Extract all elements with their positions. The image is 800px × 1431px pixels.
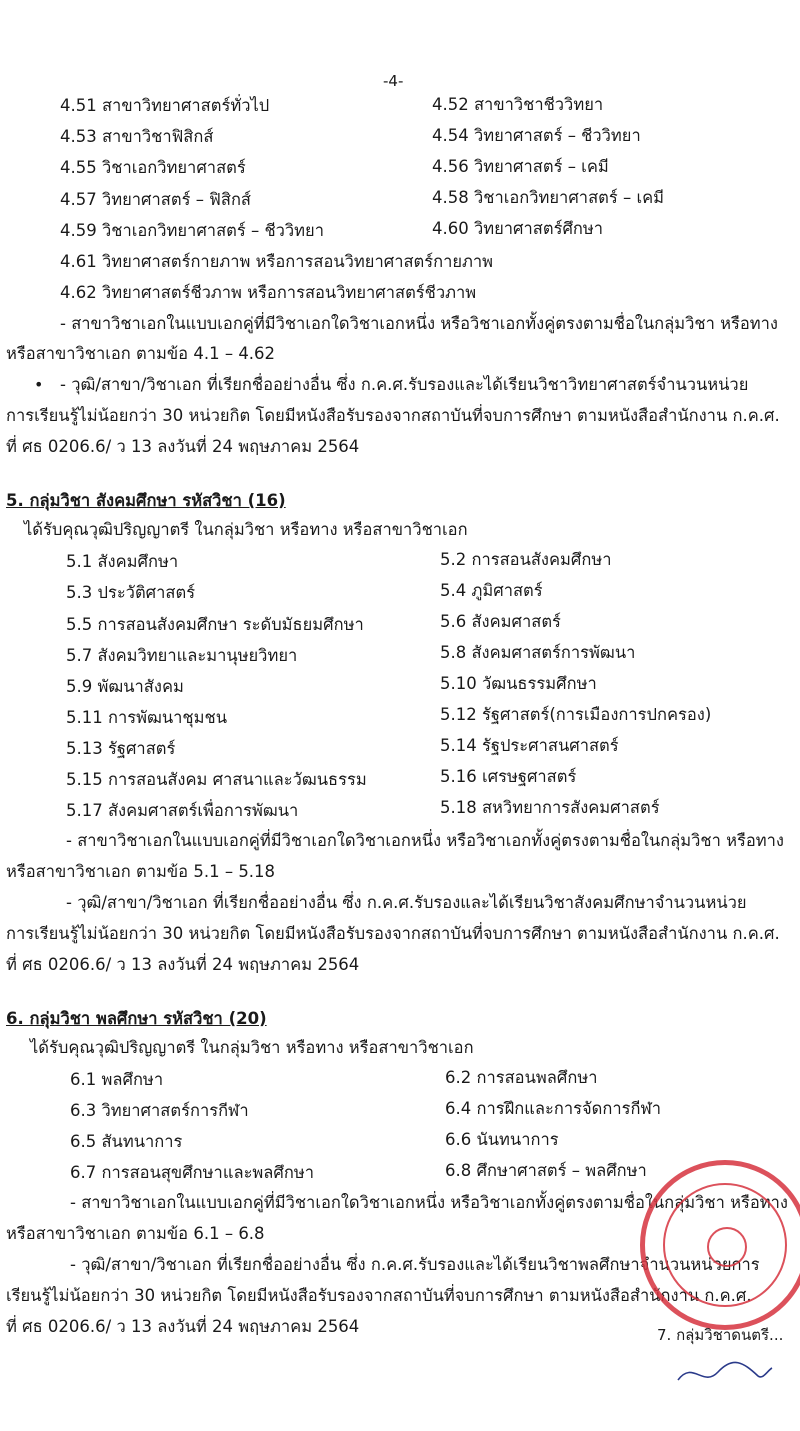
bullet-icon: • bbox=[34, 375, 44, 394]
list-item: 6.3 วิทยาศาสตร์การกีฬา bbox=[70, 1101, 249, 1120]
list-item: 5.8 สังคมศาสตร์การพัฒนา bbox=[440, 643, 636, 662]
list-item: 5.14 รัฐประศาสนศาสตร์ bbox=[440, 736, 619, 755]
list-item: 5.13 รัฐศาสตร์ bbox=[66, 739, 176, 758]
list-item: 4.56 วิทยาศาสตร์ – เคมี bbox=[432, 157, 609, 176]
list-item: 5.7 สังคมวิทยาและมานุษยวิทยา bbox=[66, 646, 298, 665]
list-item: 5.5 การสอนสังคมศึกษา ระดับมัธยมศึกษา bbox=[66, 615, 364, 634]
note-text: ที่ ศธ 0206.6/ ว 13 ลงวันที่ 24 พฤษภาคม 2564 bbox=[6, 437, 360, 456]
list-item: 6.2 การสอนพลศึกษา bbox=[445, 1068, 598, 1087]
section-intro: ได้รับคุณวุฒิปริญญาตรี ในกลุ่มวิชา หรือทาง หรือสาขาวิชาเอก bbox=[24, 520, 468, 539]
list-item: 5.1 สังคมศึกษา bbox=[66, 552, 179, 571]
note-text: ที่ ศธ 0206.6/ ว 13 ลงวันที่ 24 พฤษภาคม 2564 bbox=[6, 955, 360, 974]
seal-center bbox=[707, 1227, 747, 1267]
list-item: 4.61 วิทยาศาสตร์กายภาพ หรือการสอนวิทยาศาสตร์กายภาพ bbox=[60, 252, 494, 271]
list-item: 4.57 วิทยาศาสตร์ – ฟิสิกส์ bbox=[60, 190, 251, 209]
list-item: 5.9 พัฒนาสังคม bbox=[66, 677, 184, 696]
list-item: 4.54 วิทยาศาสตร์ – ชีววิทยา bbox=[432, 126, 641, 145]
note-text: - สาขาวิชาเอกในแบบเอกคู่ที่มีวิชาเอกใดวิชาเอกหนึ่ง หรือวิชาเอกทั้งคู่ตรงตามชื่อในกลุ่มวิชา หรือทาง bbox=[66, 831, 784, 850]
list-item: 6.4 การฝึกและการจัดการกีฬา bbox=[445, 1099, 662, 1118]
list-item: 5.12 รัฐศาสตร์(การเมืองการปกครอง) bbox=[440, 705, 712, 724]
next-section-label: 7. กลุ่มวิชาดนตรี... bbox=[657, 1326, 784, 1344]
list-item: 5.15 การสอนสังคม ศาสนาและวัฒนธรรม bbox=[66, 770, 367, 789]
list-item: 5.4 ภูมิศาสตร์ bbox=[440, 581, 543, 600]
note-text: การเรียนรู้ไม่น้อยกว่า 30 หน่วยกิต โดยมีหนังสือรับรองจากสถาบันที่จบการศึกษา ตามหนังสือสำนักงาน ก.ค.ศ. bbox=[6, 924, 780, 943]
list-item: 4.52 สาขาวิชาชีววิทยา bbox=[432, 95, 604, 114]
list-item: 5.6 สังคมศาสตร์ bbox=[440, 612, 561, 631]
list-item: 5.3 ประวัติศาสตร์ bbox=[66, 583, 196, 602]
list-item: 5.11 การพัฒนาชุมชน bbox=[66, 708, 227, 727]
list-item: 5.2 การสอนสังคมศึกษา bbox=[440, 550, 612, 569]
list-item: 6.6 นันทนาการ bbox=[445, 1130, 559, 1149]
section-intro: ได้รับคุณวุฒิปริญญาตรี ในกลุ่มวิชา หรือทาง หรือสาขาวิชาเอก bbox=[30, 1038, 474, 1057]
list-item: 6.1 พลศึกษา bbox=[70, 1070, 164, 1089]
list-item: 6.8 ศึกษาศาสตร์ – พลศึกษา bbox=[445, 1161, 647, 1180]
section-heading: 5. กลุ่มวิชา สังคมศึกษา รหัสวิชา (16) bbox=[6, 491, 286, 510]
list-item: 4.58 วิชาเอกวิทยาศาสตร์ – เคมี bbox=[432, 188, 665, 207]
list-item: 5.10 วัฒนธรรมศึกษา bbox=[440, 674, 597, 693]
list-item: 5.17 สังคมศาสตร์เพื่อการพัฒนา bbox=[66, 801, 299, 820]
list-item: 4.59 วิชาเอกวิทยาศาสตร์ – ชีววิทยา bbox=[60, 221, 324, 240]
list-item: 4.60 วิทยาศาสตร์ศึกษา bbox=[432, 219, 604, 238]
note-text: ที่ ศธ 0206.6/ ว 13 ลงวันที่ 24 พฤษภาคม 2564 bbox=[6, 1317, 360, 1336]
list-item: 4.53 สาขาวิชาฟิสิกส์ bbox=[60, 127, 214, 146]
note-text: หรือสาขาวิชาเอก ตามข้อ 6.1 – 6.8 bbox=[6, 1224, 265, 1243]
list-item: 5.18 สหวิทยาการสังคมศาสตร์ bbox=[440, 798, 660, 817]
section-heading: 6. กลุ่มวิชา พลศึกษา รหัสวิชา (20) bbox=[6, 1009, 267, 1028]
page-number: -4- bbox=[383, 72, 404, 90]
note-text: หรือสาขาวิชาเอก ตามข้อ 4.1 – 4.62 bbox=[6, 344, 276, 363]
list-item: 4.55 วิชาเอกวิทยาศาสตร์ bbox=[60, 158, 246, 177]
list-item: 6.5 สันทนาการ bbox=[70, 1132, 183, 1151]
note-text: หรือสาขาวิชาเอก ตามข้อ 5.1 – 5.18 bbox=[6, 862, 276, 881]
note-text: การเรียนรู้ไม่น้อยกว่า 30 หน่วยกิต โดยมีหนังสือรับรองจากสถาบันที่จบการศึกษา ตามหนังสือสำนักงาน ก.ค.ศ. bbox=[6, 406, 780, 425]
official-seal-icon bbox=[640, 1160, 800, 1330]
note-text: - วุฒิ/สาขา/วิชาเอก ที่เรียกชื่ออย่างอื่น ซึ่ง ก.ค.ศ.รับรองและได้เรียนวิชาสังคมศึกษาจำนวนหน่วย bbox=[66, 893, 747, 912]
list-item: 6.7 การสอนสุขศึกษาและพลศึกษา bbox=[70, 1163, 315, 1182]
note-text: เรียนรู้ไม่น้อยกว่า 30 หน่วยกิต โดยมีหนังสือรับรองจากสถาบันที่จบการศึกษา ตามหนังสือสำนักงาน ก.ค.ศ. bbox=[6, 1286, 752, 1305]
note-text: - สาขาวิชาเอกในแบบเอกคู่ที่มีวิชาเอกใดวิชาเอกหนึ่ง หรือวิชาเอกทั้งคู่ตรงตามชื่อในกลุ่มวิชา หรือทาง bbox=[70, 1193, 788, 1212]
note-text: - สาขาวิชาเอกในแบบเอกคู่ที่มีวิชาเอกใดวิชาเอกหนึ่ง หรือวิชาเอกทั้งคู่ตรงตามชื่อในกลุ่มวิชา หรือทาง bbox=[60, 314, 778, 333]
note-text: - วุฒิ/สาขา/วิชาเอก ที่เรียกชื่ออย่างอื่น ซึ่ง ก.ค.ศ.รับรองและได้เรียนวิชาวิทยาศาสตร์จำนวนหน่วย bbox=[60, 375, 749, 394]
list-item: 4.62 วิทยาศาสตร์ชีวภาพ หรือการสอนวิทยาศาสตร์ชีวภาพ bbox=[60, 283, 477, 302]
seal-ring bbox=[663, 1183, 787, 1307]
list-item: 4.51 สาขาวิทยาศาสตร์ทั่วไป bbox=[60, 96, 270, 115]
list-item: 5.16 เศรษฐศาสตร์ bbox=[440, 767, 577, 786]
signature-icon bbox=[668, 1350, 778, 1390]
note-text: - วุฒิ/สาขา/วิชาเอก ที่เรียกชื่ออย่างอื่น ซึ่ง ก.ค.ศ.รับรองและได้เรียนวิชาพลศึกษาจำนวนหน่วยการ bbox=[70, 1255, 760, 1274]
